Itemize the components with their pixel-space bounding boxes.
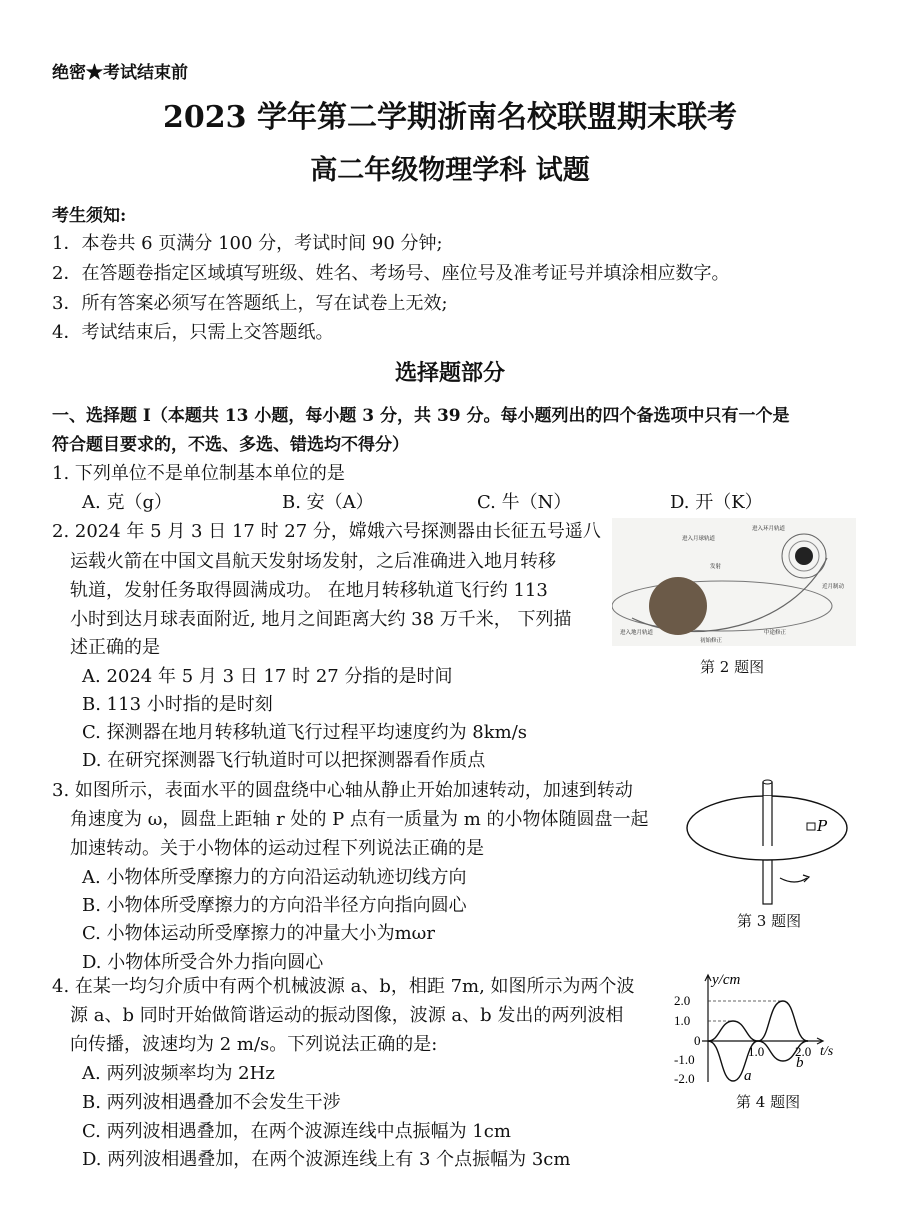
y-axis-label: y/cm	[712, 972, 741, 988]
q1-option-c: C. 牛（N）	[477, 492, 572, 513]
notice-item: 3．所有答案必须写在答题纸上，写在试卷上无效;	[52, 293, 448, 314]
q2-option-a: A. 2024 年 5 月 3 日 17 时 27 分指的是时间	[82, 666, 453, 687]
svg-text:发射: 发射	[710, 564, 722, 570]
q4-option-c: C. 两列波相遇叠加，在两个波源连线中点振幅为 1cm	[82, 1121, 511, 1142]
q2-option-d: D. 在研究探测器飞行轨道时可以把探测器看作质点	[82, 750, 486, 771]
q4-line: 4. 在某一均匀介质中有两个机械波源 a、b，相距 7m, 如图所示为两个波	[52, 976, 635, 997]
q1-option-b: B. 安（A）	[282, 492, 374, 513]
q4-figure-caption: 第 4 题图	[736, 1093, 801, 1111]
section-title: 选择题部分	[394, 360, 505, 386]
part1-instructions-line1: 一、选择题 I（本题共 13 小题，每小题 3 分，共 39 分。每小题列出的四个备选项中只有一个是	[52, 406, 790, 426]
exam-subtitle: 高二年级物理学科 试题	[310, 155, 590, 186]
curve-b-label: b	[796, 1055, 804, 1071]
svg-text:初始修正: 初始修正	[700, 638, 723, 644]
y-tick: 2.0	[674, 993, 691, 1008]
confidential-label: 绝密★考试结束前	[52, 63, 188, 83]
q2-line: 述正确的是	[70, 637, 160, 658]
rotation-arrow-icon	[780, 878, 807, 882]
svg-text:进入环月轨道: 进入环月轨道	[752, 526, 786, 532]
q3-figure-rotating-disk	[685, 778, 885, 908]
q2-line: 运载火箭在中国文昌航天发射场发射，之后准确进入地月转移	[70, 551, 556, 572]
moon-icon	[795, 547, 813, 565]
q2-option-b: B. 113 小时指的是时刻	[82, 694, 273, 715]
x-tick: 2.0	[795, 1044, 812, 1059]
y-tick: 0	[694, 1033, 701, 1048]
q2-option-c: C. 探测器在地月转移轨道飞行过程平均速度约为 8km/s	[82, 722, 528, 743]
q3-line: 加速转动。关于小物体的运动过程下列说法正确的是	[70, 838, 484, 859]
svg-text:中途修正: 中途修正	[764, 630, 787, 636]
q4-option-a: A. 两列波频率均为 2Hz	[82, 1063, 275, 1084]
q4-figure-vibration-graph	[672, 970, 847, 1088]
notice-item: 2．在答题卷指定区域填写班级、姓名、考场号、座位号及准考证号并填涂相应数字。	[52, 263, 730, 284]
q2-figure-earth-moon-orbit	[612, 518, 856, 646]
point-p-label: P	[817, 817, 828, 835]
q2-line: 小时到达月球表面附近, 地月之间距离大约 38 万千米， 下列描	[70, 609, 572, 630]
q2-line: 2. 2024 年 5 月 3 日 17 时 27 分，嫦娥六号探测器由长征五号遥八	[52, 521, 601, 542]
q3-line: 角速度为 ω，圆盘上距轴 r 处的 P 点有一质量为 m 的小物体随圆盘一起	[70, 809, 649, 830]
q3-option-d: D. 小物体所受合外力指向圆心	[82, 952, 324, 973]
q2-figure-caption: 第 2 题图	[700, 658, 765, 676]
y-tick: 1.0	[674, 1013, 691, 1028]
q3-option-a: A. 小物体所受摩擦力的方向沿运动轨迹切线方向	[82, 867, 467, 888]
notice-item: 4．考试结束后，只需上交答题纸。	[52, 322, 334, 343]
small-block-icon	[807, 823, 815, 830]
svg-text:近月制动: 近月制动	[822, 584, 845, 590]
q3-figure-caption: 第 3 题图	[737, 912, 802, 930]
notice-heading: 考生须知:	[52, 206, 127, 226]
curve-a-label: a	[744, 1068, 752, 1084]
x-tick: 1.0	[748, 1044, 765, 1059]
q4-line: 向传播，波速均为 2 m/s。下列说法正确的是:	[70, 1034, 438, 1055]
svg-text:进入地月轨道: 进入地月轨道	[620, 630, 654, 636]
q3-line: 3. 如图所示，表面水平的圆盘绕中心轴从静止开始加速转动，加速到转动	[52, 780, 633, 801]
q4-line: 源 a、b 同时开始做简谐运动的振动图像，波源 a、b 发出的两列波相	[70, 1005, 624, 1026]
part1-instructions-line2: 符合题目要求的，不选、多选、错选均不得分）	[52, 435, 409, 455]
q1-stem: 1. 下列单位不是单位制基本单位的是	[52, 463, 345, 484]
earth-icon	[649, 577, 707, 635]
q3-option-c: C. 小物体运动所受摩擦力的冲量大小为mωr	[82, 923, 435, 944]
q4-option-d: D. 两列波相遇叠加，在两个波源连线上有 3 个点振幅为 3cm	[82, 1149, 571, 1170]
q3-option-b: B. 小物体所受摩擦力的方向沿半径方向指向圆心	[82, 895, 467, 916]
y-tick: -1.0	[674, 1052, 695, 1067]
q2-line: 轨道，发射任务取得圆满成功。 在地月转移轨道飞行约 113	[70, 580, 548, 601]
q4-option-b: B. 两列波相遇叠加不会发生干涉	[82, 1092, 341, 1113]
q1-option-d: D. 开（K）	[670, 492, 763, 513]
q1-option-a: A. 克（g）	[82, 492, 172, 513]
x-axis-label: t/s	[820, 1044, 834, 1059]
notice-item: 1．本卷共 6 页满分 100 分，考试时间 90 分钟;	[52, 233, 443, 254]
y-tick: -2.0	[674, 1071, 695, 1086]
exam-title: 2023 学年第二学期浙南名校联盟期末联考	[163, 100, 737, 135]
svg-text:进入月球轨道: 进入月球轨道	[682, 536, 716, 542]
